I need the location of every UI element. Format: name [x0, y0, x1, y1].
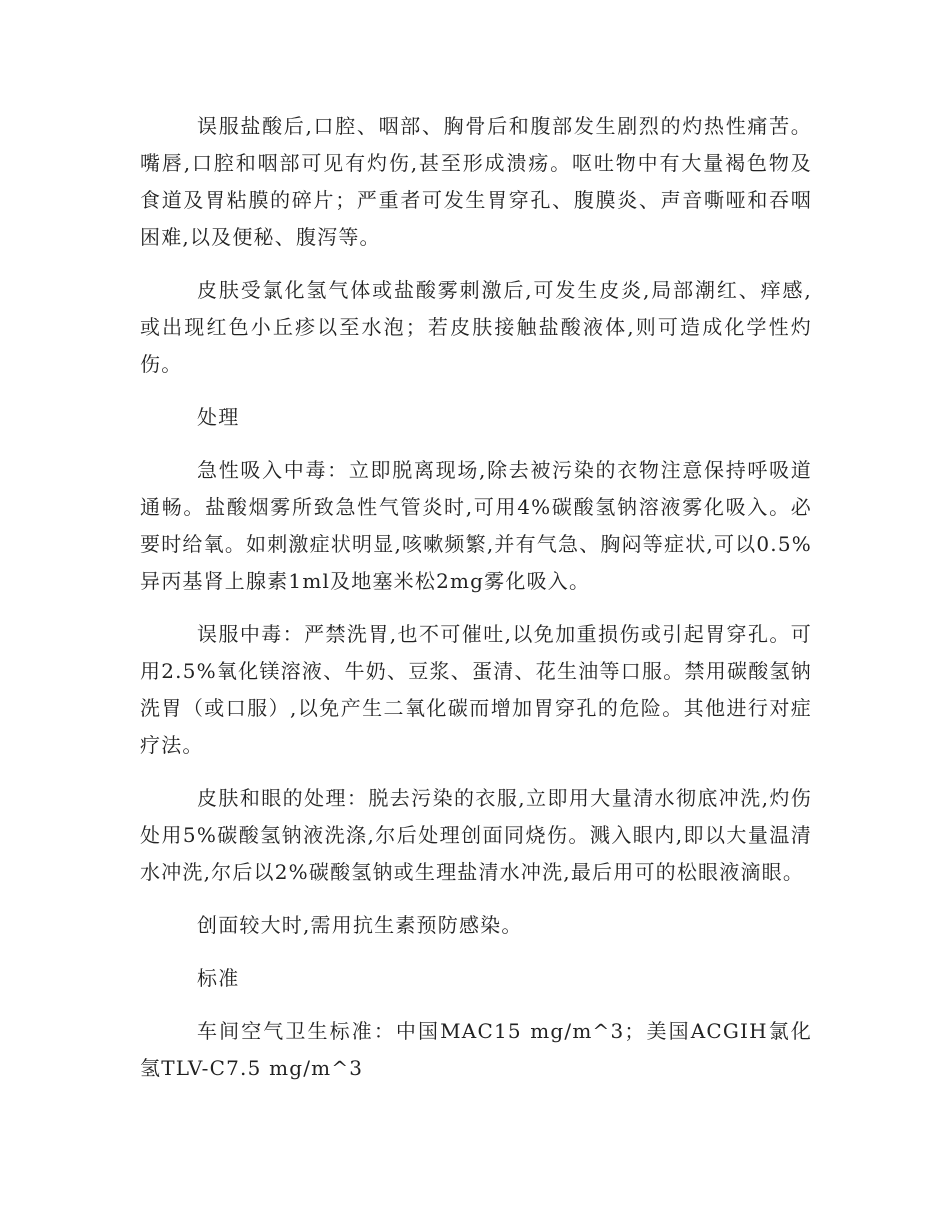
document-body	[140, 108, 812, 1103]
paragraph-air-standards: 车间空气卫生标准：中国MAC15 mg/m^3；美国ACGIH氯化氢TLV-C7.5 mg/m^3	[140, 1019, 812, 1080]
heading-standards: 标准	[197, 966, 240, 990]
paragraph-skin-symptoms: 皮肤受氯化氢气体或盐酸雾刺激后,可发生皮炎,局部潮红、痒感,或出现红色小丘疹以至水泡；若皮肤接触盐酸液体,则可造成化学性灼伤。	[140, 278, 812, 376]
paragraph-ingestion-symptoms: 误服盐酸后,口腔、咽部、胸骨后和腹部发生剧烈的灼热性痛苦。嘴唇,口腔和咽部可见有灼伤,甚至形成溃疡。呕吐物中有大量褐色物及食道及胃粘膜的碎片；严重者可发生胃穿孔、腹膜炎、声音嘶哑和吞咽困难,以及便秘、腹泻等。	[140, 114, 812, 249]
paragraph-acute-inhalation: 急性吸入中毒：立即脱离现场,除去被污染的衣物注意保持呼吸道通畅。盐酸烟雾所致急性气管炎时,可用4%碳酸氢钠溶液雾化吸入。必要时给氧。如刺激症状明显,咳嗽频繁,并有气急、胸闷等症状,可以0.5%异丙基肾上腺素1ml及地塞米松2mg雾化吸入。	[140, 458, 812, 593]
paragraph-skin-eye-treatment: 皮肤和眼的处理：脱去污染的衣服,立即用大量清水彻底冲洗,灼伤处用5%碳酸氢钠液洗涤,尔后处理创面同烧伤。溅入眼内,即以大量温清水冲洗,尔后以2%碳酸氢钠或生理盐清水冲洗,最后用可的松眼液滴眼。	[140, 786, 812, 884]
paragraph-ingestion-treatment: 误服中毒：严禁洗胃,也不可催吐,以免加重损伤或引起胃穿孔。可用2.5%氧化镁溶液、牛奶、豆浆、蛋清、花生油等口服。禁用碳酸氢钠洗胃（或口服）,以免产生二氧化碳而增加胃穿孔的危险。其他进行对症疗法。	[140, 622, 812, 757]
paragraph-wound-infection: 创面较大时,需用抗生素预防感染。	[197, 913, 523, 937]
heading-treatment: 处理	[197, 405, 240, 429]
